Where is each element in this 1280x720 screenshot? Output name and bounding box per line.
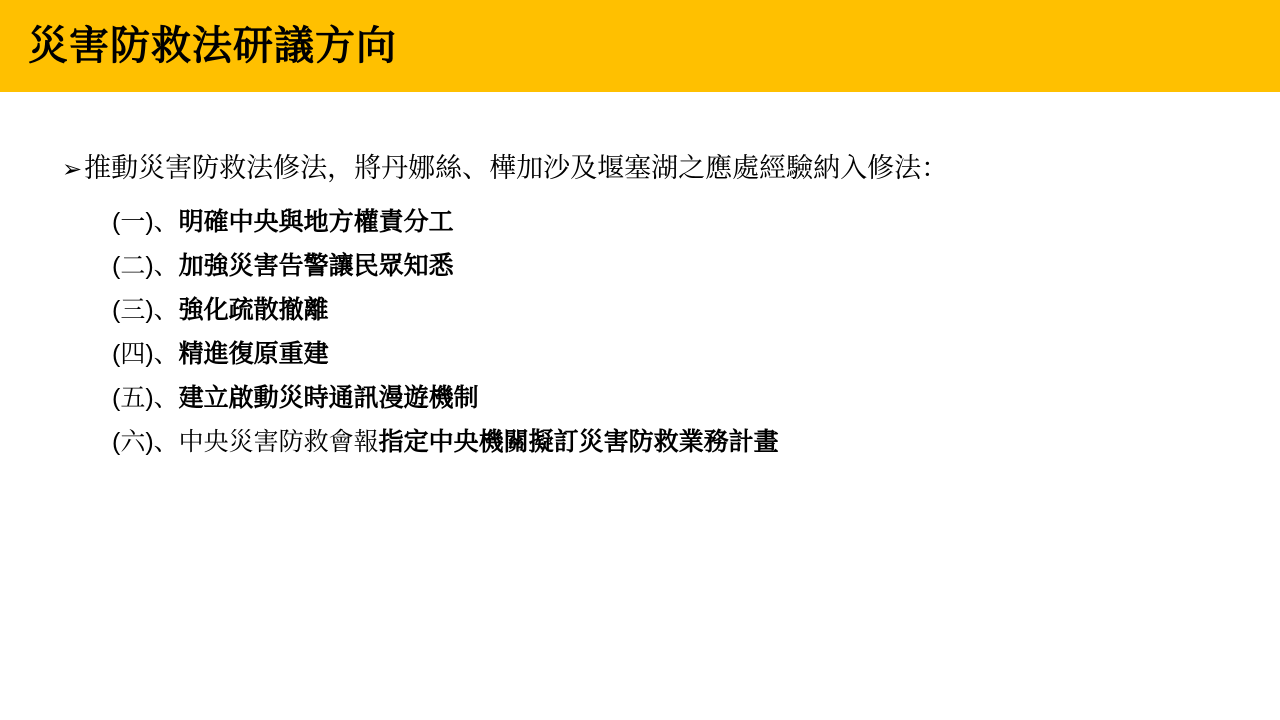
list-item-number: (一)、 xyxy=(112,208,179,236)
list-item xyxy=(112,376,1212,420)
list-item-number: (五)、 xyxy=(112,384,179,412)
arrow-bullet-icon: ➢ xyxy=(62,156,83,183)
sub-item-list xyxy=(112,200,1212,464)
list-item-label: 建立啟動災時通訊漫遊機制 xyxy=(178,384,479,412)
lead-bullet-text: 推動災害防救法修法，將丹娜絲、樺加沙及堰塞湖之應處經驗納入修法： xyxy=(84,153,949,183)
list-item xyxy=(112,288,1212,332)
list-item xyxy=(112,332,1212,376)
slide-body xyxy=(0,92,1280,720)
list-item-label: 強化疏散撤離 xyxy=(178,296,329,324)
list-item-label: 加強災害告警讓民眾知悉 xyxy=(178,252,454,280)
list-item-number: (四)、 xyxy=(112,340,179,368)
list-item xyxy=(112,200,1212,244)
page-title: 災害防救法研議方向 xyxy=(28,24,397,68)
list-item-light-prefix: 中央災害防救會報 xyxy=(178,428,379,456)
list-item-number: (二)、 xyxy=(112,252,179,280)
list-item-number: (六)、 xyxy=(112,428,179,456)
list-item xyxy=(112,244,1212,288)
list-item-label: 明確中央與地方權責分工 xyxy=(178,208,454,236)
list-item-number: (三)、 xyxy=(112,296,179,324)
list-item-label: 精進復原重建 xyxy=(178,340,329,368)
title-bar xyxy=(0,0,1280,92)
lead-bullet xyxy=(62,150,948,188)
list-item xyxy=(112,420,1212,464)
list-item-label: 指定中央機關擬訂災害防救業務計畫 xyxy=(378,428,779,456)
